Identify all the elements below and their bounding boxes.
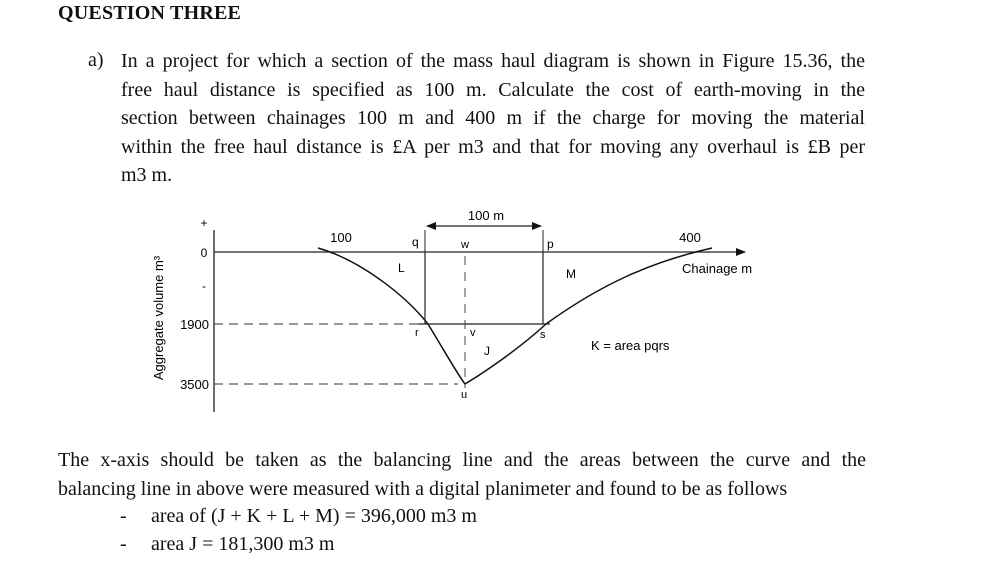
bullet-text: area of (J + K + L + M) = 396,000 m3 m	[151, 505, 477, 527]
k-area-note: K = area pqrs	[591, 338, 670, 353]
balancing-line-note	[58, 446, 866, 504]
question-heading: QUESTION THREE	[58, 2, 242, 24]
region-l-label: L	[398, 261, 405, 275]
y-tick-zero: 0	[200, 246, 208, 260]
x-axis-label: Chainage m	[682, 261, 753, 276]
y-tick-minus: -	[202, 279, 206, 293]
chainage-400-label: 400	[679, 230, 701, 245]
bullet-dash: -	[120, 505, 127, 527]
y-axis-label: Aggregate volume m³	[151, 255, 166, 381]
question-a-line: section between chainages 100 m and 400 m if the charge for moving the material	[121, 107, 865, 129]
question-a-line: within the free haul distance is £A per m3 and that for moving any overhaul is £B per	[121, 135, 865, 158]
y-tick-plus: +	[200, 216, 208, 230]
bullet-text: area J = 181,300 m3 m	[151, 533, 335, 555]
y-tick-1900: 1900	[180, 317, 209, 332]
question-a-line: In a project for which a section of the mass haul diagram is shown in Figure 15.36, the	[121, 50, 865, 72]
mass-haul-curve	[318, 248, 712, 384]
chainage-100-label: 100	[330, 230, 352, 245]
y-tick-3500: 3500	[180, 377, 209, 392]
point-w-label: w	[461, 239, 469, 251]
question-a-line: m3 m.	[121, 164, 173, 186]
region-m-label: M	[566, 267, 576, 281]
note-line: balancing line in above were measured with a digital planimeter and found to be as follows	[58, 478, 788, 500]
point-u-label: u	[461, 389, 468, 401]
point-v-label: v	[470, 327, 476, 339]
question-a-label: a)	[88, 49, 104, 71]
bullet-dash: -	[120, 533, 127, 555]
point-s-label: s	[540, 329, 546, 341]
point-p-label: p	[547, 237, 554, 251]
point-r-label: r	[415, 327, 419, 339]
question-a-line: free haul distance is specified as 100 m. Calculate the cost of earth-moving in the	[121, 78, 865, 101]
free-haul-label: 100 m	[467, 208, 505, 223]
note-line: The x-axis should be taken as the balancing line and the areas between the curve and the	[58, 449, 866, 471]
point-q-label: q	[412, 235, 419, 249]
region-j-label: J	[484, 344, 490, 358]
